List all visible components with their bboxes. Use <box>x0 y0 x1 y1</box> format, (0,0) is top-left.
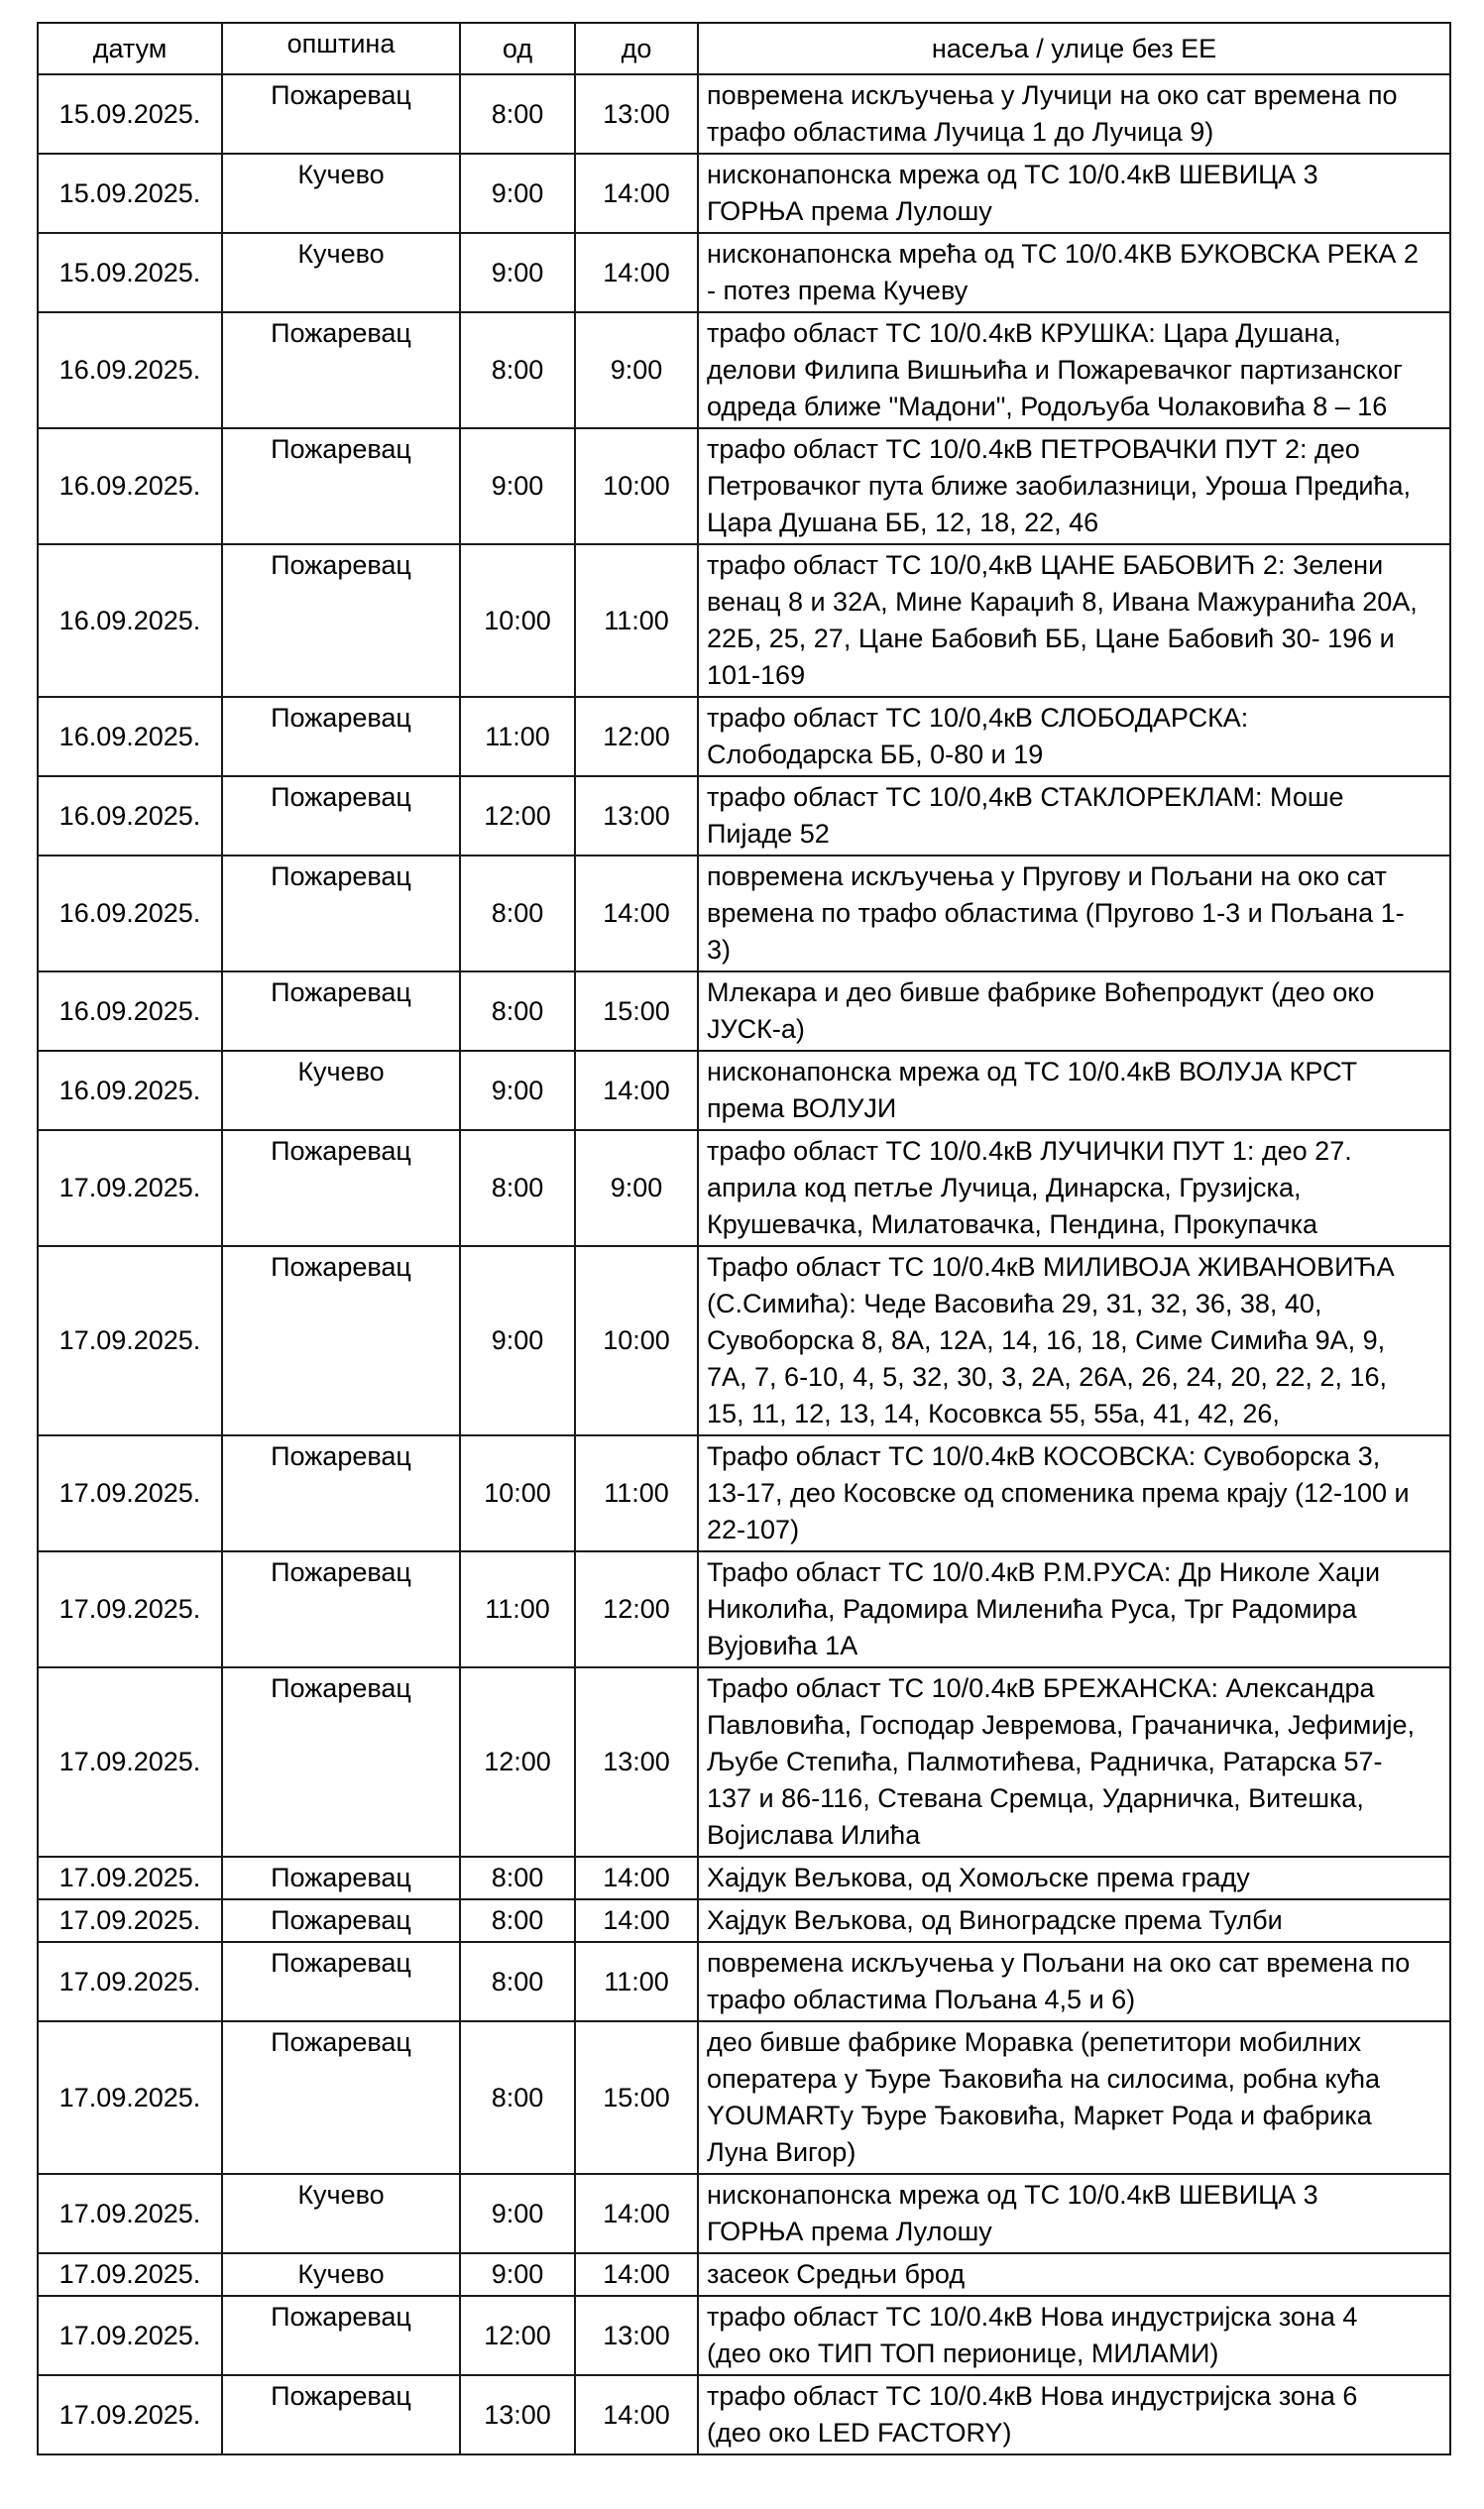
time-from-cell: 11:00 <box>460 697 575 776</box>
area-cell: нисконапонска мрежа од ТС 10/0.4кВ ШЕВИЦА 3 ГОРЊА према Лулошу <box>698 2174 1450 2253</box>
municipality-cell: Кучево <box>222 233 460 312</box>
municipality-cell: Пожаревац <box>222 544 460 697</box>
table-row <box>38 971 1450 1051</box>
municipality-cell: Пожаревац <box>222 776 460 855</box>
table-row <box>38 1551 1450 1667</box>
time-to-cell: 14:00 <box>575 233 698 312</box>
time-from-cell: 9:00 <box>460 2253 575 2296</box>
time-to-cell: 12:00 <box>575 1551 698 1667</box>
header-area: насеља / улице без ЕЕ <box>698 23 1450 74</box>
time-to-cell: 12:00 <box>575 697 698 776</box>
time-from-cell: 10:00 <box>460 1435 575 1551</box>
date-cell: 17.09.2025. <box>38 2296 222 2375</box>
table-row <box>38 2174 1450 2253</box>
table-row <box>38 1942 1450 2021</box>
time-from-cell: 12:00 <box>460 776 575 855</box>
date-cell: 16.09.2025. <box>38 312 222 428</box>
table-row <box>38 1130 1450 1246</box>
area-cell: Трафо област ТС 10/0.4кВ БРЕЖАНСКА: Александра Павловића, Господар Јевремова, Грачаничка, Јефимије, Љубе Степића, Палмотићева, Радничка, Ратарска 57- 137 и 86-116, Стевана Сремца, Ударничка, Витешка, Војислава Илића <box>698 1667 1450 1857</box>
table-row <box>38 1246 1450 1435</box>
time-to-cell: 14:00 <box>575 1857 698 1899</box>
time-to-cell: 13:00 <box>575 74 698 154</box>
date-cell: 16.09.2025. <box>38 428 222 544</box>
table-row <box>38 2021 1450 2174</box>
time-to-cell: 9:00 <box>575 312 698 428</box>
date-cell: 17.09.2025. <box>38 1130 222 1246</box>
time-to-cell: 11:00 <box>575 1942 698 2021</box>
municipality-cell: Кучево <box>222 1051 460 1130</box>
municipality-cell: Пожаревац <box>222 1435 460 1551</box>
municipality-cell: Пожаревац <box>222 1942 460 2021</box>
time-from-cell: 8:00 <box>460 74 575 154</box>
time-to-cell: 15:00 <box>575 2021 698 2174</box>
table-row <box>38 233 1450 312</box>
header-date: датум <box>38 23 222 74</box>
municipality-cell: Пожаревац <box>222 855 460 971</box>
table-row <box>38 1667 1450 1857</box>
time-from-cell: 8:00 <box>460 312 575 428</box>
area-cell: трафо област ТС 10/0.4кВ Нова индустријска зона 4 (део око ТИП ТОП перионице, МИЛАМИ) <box>698 2296 1450 2375</box>
municipality-cell: Пожаревац <box>222 1130 460 1246</box>
table-body <box>38 74 1450 2454</box>
outage-schedule <box>37 22 1449 2455</box>
time-to-cell: 14:00 <box>575 2375 698 2454</box>
table-row <box>38 2296 1450 2375</box>
municipality-cell: Пожаревац <box>222 312 460 428</box>
area-cell: нисконапонска мрежа од ТС 10/0.4кВ ВОЛУЈА КРСТ према ВОЛУЈИ <box>698 1051 1450 1130</box>
municipality-cell: Пожаревац <box>222 1857 460 1899</box>
table-row <box>38 74 1450 154</box>
time-to-cell: 11:00 <box>575 1435 698 1551</box>
area-cell: повремена искључења у Пољани на око сат времена по трафо областима Пољана 4,5 и 6) <box>698 1942 1450 2021</box>
table-row <box>38 154 1450 233</box>
municipality-cell: Кучево <box>222 2253 460 2296</box>
table-row <box>38 428 1450 544</box>
time-from-cell: 8:00 <box>460 2021 575 2174</box>
time-from-cell: 12:00 <box>460 1667 575 1857</box>
date-cell: 17.09.2025. <box>38 1667 222 1857</box>
time-to-cell: 13:00 <box>575 2296 698 2375</box>
table-row <box>38 312 1450 428</box>
area-cell: нисконапонска мрежа од ТС 10/0.4кВ ШЕВИЦА 3 ГОРЊА према Лулошу <box>698 154 1450 233</box>
time-to-cell: 15:00 <box>575 971 698 1051</box>
table-row <box>38 1051 1450 1130</box>
time-to-cell: 14:00 <box>575 154 698 233</box>
area-cell: трафо област ТС 10/0.4кВ ПЕТРОВАЧКИ ПУТ 2: део Петровачког пута ближе заобилазници, Уроша Предића, Цара Душана ББ, 12, 18, 22, 46 <box>698 428 1450 544</box>
date-cell: 17.09.2025. <box>38 2174 222 2253</box>
time-to-cell: 13:00 <box>575 776 698 855</box>
time-to-cell: 10:00 <box>575 1246 698 1435</box>
area-cell: трафо област ТС 10/0,4кВ СЛОБОДАРСКА: Слободарска ББ, 0-80 и 19 <box>698 697 1450 776</box>
municipality-cell: Пожаревац <box>222 428 460 544</box>
area-cell: Трафо област ТС 10/0.4кВ Р.М.РУСА: Др Николе Хаџи Николића, Радомира Миленића Руса, Трг Радомира Вујовића 1А <box>698 1551 1450 1667</box>
table-row <box>38 1899 1450 1942</box>
area-cell: Трафо област ТС 10/0.4кВ КОСОВСКА: Сувоборска 3, 13-17, део Косовске од споменика према крају (12-100 и 22-107) <box>698 1435 1450 1551</box>
table-row <box>38 2375 1450 2454</box>
time-from-cell: 9:00 <box>460 154 575 233</box>
date-cell: 17.09.2025. <box>38 1899 222 1942</box>
time-from-cell: 8:00 <box>460 855 575 971</box>
date-cell: 15.09.2025. <box>38 154 222 233</box>
table-row <box>38 776 1450 855</box>
table-row <box>38 855 1450 971</box>
date-cell: 17.09.2025. <box>38 1942 222 2021</box>
time-from-cell: 13:00 <box>460 2375 575 2454</box>
date-cell: 17.09.2025. <box>38 2253 222 2296</box>
time-from-cell: 8:00 <box>460 1130 575 1246</box>
date-cell: 15.09.2025. <box>38 74 222 154</box>
header-from: од <box>460 23 575 74</box>
time-from-cell: 12:00 <box>460 2296 575 2375</box>
time-from-cell: 9:00 <box>460 1051 575 1130</box>
area-cell: нисконапонска мрећа од ТС 10/0.4КВ БУКОВСКА РЕКА 2 - потез према Кучеву <box>698 233 1450 312</box>
header-to: до <box>575 23 698 74</box>
date-cell: 17.09.2025. <box>38 1857 222 1899</box>
date-cell: 17.09.2025. <box>38 1551 222 1667</box>
time-from-cell: 8:00 <box>460 1899 575 1942</box>
area-cell: трафо област ТС 10/0,4кВ ЦАНЕ БАБОВИЋ 2: Зелени венац 8 и 32А, Мине Караџић 8, Ивана Мажуранића 20А, 22Б, 25, 27, Цане Бабовић ББ, Цане Бабовић 30- 196 и 101-169 <box>698 544 1450 697</box>
area-cell: део бивше фабрике Моравка (репетитори мобилних оператера у Ђуре Ђаковића на силосима, робна кућа YOUMARTу Ђуре Ђаковића, Маркет Рода и фабрика Луна Вигор) <box>698 2021 1450 2174</box>
time-from-cell: 11:00 <box>460 1551 575 1667</box>
date-cell: 17.09.2025. <box>38 2021 222 2174</box>
table-row <box>38 1857 1450 1899</box>
area-cell: Хајдук Вељкова, од Виноградске према Тулби <box>698 1899 1450 1942</box>
municipality-cell: Пожаревац <box>222 2375 460 2454</box>
table-row <box>38 1435 1450 1551</box>
date-cell: 17.09.2025. <box>38 1435 222 1551</box>
municipality-cell: Кучево <box>222 154 460 233</box>
table-row <box>38 697 1450 776</box>
date-cell: 16.09.2025. <box>38 971 222 1051</box>
time-to-cell: 10:00 <box>575 428 698 544</box>
header-row <box>38 23 1450 74</box>
date-cell: 17.09.2025. <box>38 1246 222 1435</box>
municipality-cell: Пожаревац <box>222 2296 460 2375</box>
municipality-cell: Кучево <box>222 2174 460 2253</box>
area-cell: повремена искључења у Лучици на око сат времена по трафо областима Лучица 1 до Лучица 9) <box>698 74 1450 154</box>
time-to-cell: 14:00 <box>575 2174 698 2253</box>
municipality-cell: Пожаревац <box>222 1667 460 1857</box>
header-municipality: општина <box>222 23 460 74</box>
area-cell: Трафо област ТС 10/0.4кВ МИЛИВОЈА ЖИВАНОВИЋА (С.Симића): Чеде Васовића 29, 31, 32, 36, 38, 40, Сувоборска 8, 8А, 12А, 14, 16, 18, Симе Симића 9А, 9, 7А, 7, 6-10, 4, 5, 32, 30, 3, 2А, 26А, 26, 24, 20, 22, 2, 16, 15, 11, 12, 13, 14, Косовкса 55, 55а, 41, 42, 26, <box>698 1246 1450 1435</box>
area-cell: трафо област ТС 10/0.4кВ Нова индустријска зона 6 (део око LED FACTORY) <box>698 2375 1450 2454</box>
table-row <box>38 544 1450 697</box>
date-cell: 15.09.2025. <box>38 233 222 312</box>
time-from-cell: 9:00 <box>460 2174 575 2253</box>
municipality-cell: Пожаревац <box>222 2021 460 2174</box>
area-cell: трафо област ТС 10/0.4кВ КРУШКА: Цара Душана, делови Филипа Вишњића и Пожаревачког партизанског одреда ближе "Мадони", Родољуба Чолаковића 8 – 16 <box>698 312 1450 428</box>
time-from-cell: 9:00 <box>460 233 575 312</box>
outage-table <box>37 22 1451 2455</box>
time-from-cell: 8:00 <box>460 1857 575 1899</box>
time-to-cell: 14:00 <box>575 2253 698 2296</box>
municipality-cell: Пожаревац <box>222 1899 460 1942</box>
municipality-cell: Пожаревац <box>222 1551 460 1667</box>
time-from-cell: 9:00 <box>460 1246 575 1435</box>
date-cell: 17.09.2025. <box>38 2375 222 2454</box>
date-cell: 16.09.2025. <box>38 697 222 776</box>
municipality-cell: Пожаревац <box>222 74 460 154</box>
area-cell: Млекара и део бивше фабрике Воћепродукт (део око ЈУСК-а) <box>698 971 1450 1051</box>
time-from-cell: 8:00 <box>460 971 575 1051</box>
time-to-cell: 14:00 <box>575 855 698 971</box>
municipality-cell: Пожаревац <box>222 971 460 1051</box>
time-to-cell: 9:00 <box>575 1130 698 1246</box>
municipality-cell: Пожаревац <box>222 697 460 776</box>
area-cell: повремена искључења у Пругову и Пољани на око сат времена по трафо областима (Пругово 1-3 и Пољана 1- 3) <box>698 855 1450 971</box>
area-cell: засеок Средњи брод <box>698 2253 1450 2296</box>
area-cell: Хајдук Вељкова, од Хомољске према граду <box>698 1857 1450 1899</box>
municipality-cell: Пожаревац <box>222 1246 460 1435</box>
date-cell: 16.09.2025. <box>38 544 222 697</box>
time-from-cell: 10:00 <box>460 544 575 697</box>
table-row <box>38 2253 1450 2296</box>
date-cell: 16.09.2025. <box>38 776 222 855</box>
time-to-cell: 14:00 <box>575 1899 698 1942</box>
date-cell: 16.09.2025. <box>38 855 222 971</box>
date-cell: 16.09.2025. <box>38 1051 222 1130</box>
time-to-cell: 11:00 <box>575 544 698 697</box>
area-cell: трафо област ТС 10/0,4кВ СТАКЛОРЕКЛАМ: Моше Пијаде 52 <box>698 776 1450 855</box>
time-to-cell: 14:00 <box>575 1051 698 1130</box>
area-cell: трафо област ТС 10/0.4кВ ЛУЧИЧКИ ПУТ 1: део 27. априла код петље Лучица, Динарска, Грузијска, Крушевачка, Милатовачка, Пендина, Прокупачка <box>698 1130 1450 1246</box>
time-from-cell: 9:00 <box>460 428 575 544</box>
time-from-cell: 8:00 <box>460 1942 575 2021</box>
time-to-cell: 13:00 <box>575 1667 698 1857</box>
